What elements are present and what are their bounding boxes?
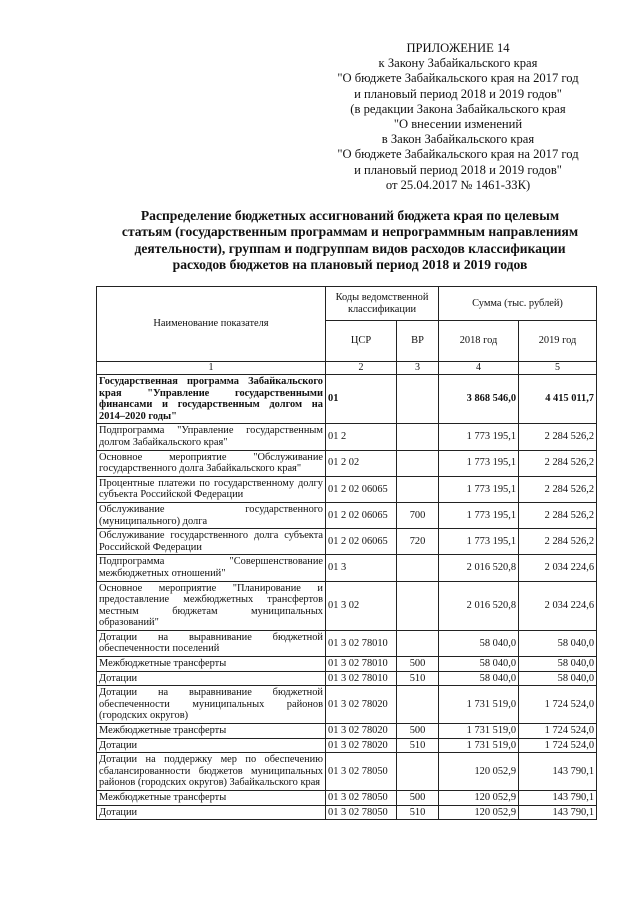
row-amount-2018: 1 773 195,1 <box>439 424 519 450</box>
table-row <box>97 671 597 686</box>
row-amount-2018: 1 773 195,1 <box>439 529 519 555</box>
row-amount-2019: 58 040,0 <box>519 657 597 672</box>
budget-table <box>96 286 597 820</box>
table-row <box>97 529 597 555</box>
row-amount-2018: 58 040,0 <box>439 657 519 672</box>
row-amount-2019: 143 790,1 <box>519 805 597 820</box>
row-name: Дотации <box>97 738 326 753</box>
table-row <box>97 753 597 791</box>
row-amount-2018: 1 731 519,0 <box>439 724 519 739</box>
row-amount-2019: 2 034 224,6 <box>519 555 597 581</box>
table-row <box>97 805 597 820</box>
row-vr <box>397 450 439 476</box>
row-amount-2018: 2 016 520,8 <box>439 581 519 630</box>
appendix-line: "О бюджете Забайкальского края на 2017 год <box>337 71 579 86</box>
column-number: 1 <box>97 362 326 375</box>
row-amount-2019: 143 790,1 <box>519 791 597 806</box>
column-number-row <box>97 362 597 375</box>
row-vr <box>397 581 439 630</box>
appendix-header <box>310 41 606 193</box>
table-row <box>97 630 597 656</box>
appendix-line: к Закону Забайкальского края <box>378 56 538 71</box>
row-csr: 01 2 02 06065 <box>326 502 397 528</box>
appendix-line: "О внесении изменений <box>393 117 523 132</box>
row-vr <box>397 476 439 502</box>
column-number: 3 <box>397 362 439 375</box>
row-amount-2018: 120 052,9 <box>439 805 519 820</box>
table-row <box>97 555 597 581</box>
row-name: Обслуживание государственного (муниципального) долга <box>97 502 326 528</box>
table-row <box>97 502 597 528</box>
row-amount-2019: 4 415 011,7 <box>519 375 597 424</box>
row-csr: 01 2 <box>326 424 397 450</box>
row-vr: 510 <box>397 738 439 753</box>
row-amount-2018: 1 773 195,1 <box>439 502 519 528</box>
row-csr: 01 3 02 78050 <box>326 805 397 820</box>
row-csr: 01 <box>326 375 397 424</box>
row-amount-2019: 58 040,0 <box>519 671 597 686</box>
row-amount-2018: 58 040,0 <box>439 630 519 656</box>
table-row <box>97 581 597 630</box>
row-name: Подпрограмма "Совершенствование межбюджетных отношений" <box>97 555 326 581</box>
row-amount-2018: 3 868 546,0 <box>439 375 519 424</box>
row-vr <box>397 686 439 724</box>
row-amount-2018: 120 052,9 <box>439 791 519 806</box>
row-name: Основное мероприятие "Обслуживание государственного долга Забайкальского края" <box>97 450 326 476</box>
row-amount-2019: 1 724 524,0 <box>519 724 597 739</box>
row-amount-2019: 2 284 526,2 <box>519 502 597 528</box>
title-line: деятельности), группам и подгруппам видов расходов классификации <box>134 240 566 256</box>
row-amount-2019: 2 284 526,2 <box>519 450 597 476</box>
row-vr: 510 <box>397 671 439 686</box>
row-csr: 01 3 02 78010 <box>326 630 397 656</box>
row-amount-2019: 1 724 524,0 <box>519 738 597 753</box>
document-title <box>96 208 604 274</box>
table-row <box>97 686 597 724</box>
row-amount-2018: 120 052,9 <box>439 753 519 791</box>
row-csr: 01 2 02 06065 <box>326 476 397 502</box>
row-name: Межбюджетные трансферты <box>97 791 326 806</box>
column-number: 5 <box>519 362 597 375</box>
title-line: расходов бюджетов на плановый период 2018 и 2019 годов <box>172 257 528 273</box>
row-name: Межбюджетные трансферты <box>97 657 326 672</box>
header-vr: ВР <box>397 321 439 362</box>
appendix-line: "О бюджете Забайкальского края на 2017 год <box>337 147 579 162</box>
row-vr: 700 <box>397 502 439 528</box>
row-csr: 01 3 02 78020 <box>326 738 397 753</box>
row-csr: 01 3 02 78050 <box>326 753 397 791</box>
table-row <box>97 375 597 424</box>
appendix-line: ПРИЛОЖЕНИЕ 14 <box>406 41 510 55</box>
row-amount-2019: 2 034 224,6 <box>519 581 597 630</box>
row-amount-2018: 1 731 519,0 <box>439 686 519 724</box>
column-number: 2 <box>326 362 397 375</box>
row-vr: 500 <box>397 657 439 672</box>
row-name: Дотации <box>97 671 326 686</box>
row-vr: 720 <box>397 529 439 555</box>
title-line: статьям (государственным программам и непрограммным направлениям <box>121 224 579 240</box>
row-csr: 01 2 02 06065 <box>326 529 397 555</box>
row-amount-2018: 1 773 195,1 <box>439 450 519 476</box>
header-2018: 2018 год <box>439 321 519 362</box>
row-amount-2019: 2 284 526,2 <box>519 476 597 502</box>
row-amount-2019: 143 790,1 <box>519 753 597 791</box>
row-amount-2018: 58 040,0 <box>439 671 519 686</box>
row-vr: 510 <box>397 805 439 820</box>
table-row <box>97 791 597 806</box>
row-name: Подпрограмма "Управление государственным долгом Забайкальского края" <box>97 424 326 450</box>
row-name: Дотации на выравнивание бюджетной обеспеченности муниципальных районов (городских округов) <box>97 686 326 724</box>
row-amount-2018: 1 773 195,1 <box>439 476 519 502</box>
row-name: Дотации на поддержку мер по обеспечению сбалансированности бюджетов муниципальных районов (городских округов) Забайкальского края <box>97 753 326 791</box>
table-row <box>97 424 597 450</box>
row-name: Дотации <box>97 805 326 820</box>
table-row <box>97 738 597 753</box>
row-vr <box>397 753 439 791</box>
table-body <box>97 375 597 820</box>
column-number: 4 <box>439 362 519 375</box>
appendix-line: и плановый период 2018 и 2019 годов" <box>354 162 562 177</box>
row-csr: 01 2 02 <box>326 450 397 476</box>
row-csr: 01 3 02 <box>326 581 397 630</box>
row-amount-2019: 1 724 524,0 <box>519 686 597 724</box>
header-sum: Сумма (тыс. рублей) <box>439 287 597 321</box>
appendix-line: в Закон Забайкальского края <box>381 132 535 147</box>
row-csr: 01 3 02 78050 <box>326 791 397 806</box>
row-vr <box>397 375 439 424</box>
row-amount-2019: 2 284 526,2 <box>519 529 597 555</box>
row-name: Основное мероприятие "Планирование и предоставление межбюджетных трансфертов местным бюджетам муниципальных образований" <box>97 581 326 630</box>
title-line: Распределение бюджетных ассигнований бюджета края по целевым <box>140 208 560 223</box>
appendix-line: от 25.04.2017 № 1461-ЗЗК) <box>385 177 531 192</box>
row-amount-2019: 2 284 526,2 <box>519 424 597 450</box>
row-vr <box>397 555 439 581</box>
row-vr: 500 <box>397 724 439 739</box>
row-vr <box>397 630 439 656</box>
row-amount-2018: 2 016 520,8 <box>439 555 519 581</box>
row-vr <box>397 424 439 450</box>
row-csr: 01 3 02 78020 <box>326 724 397 739</box>
appendix-line: и плановый период 2018 и 2019 годов" <box>354 86 562 101</box>
row-name: Процентные платежи по государственному долгу субъекта Российской Федерации <box>97 476 326 502</box>
table-row <box>97 476 597 502</box>
table-row <box>97 657 597 672</box>
row-csr: 01 3 02 78010 <box>326 657 397 672</box>
appendix-line: (в редакции Закона Забайкальского края <box>350 101 566 116</box>
row-csr: 01 3 02 78020 <box>326 686 397 724</box>
row-csr: 01 3 <box>326 555 397 581</box>
row-amount-2018: 1 731 519,0 <box>439 738 519 753</box>
row-csr: 01 3 02 78010 <box>326 671 397 686</box>
row-name: Государственная программа Забайкальского края "Управление государственными финансами и государственным долгом на 2014–2020 годы" <box>97 375 326 424</box>
row-vr: 500 <box>397 791 439 806</box>
header-csr: ЦСР <box>326 321 397 362</box>
row-amount-2019: 58 040,0 <box>519 630 597 656</box>
row-name: Обслуживание государственного долга субъекта Российской Федерации <box>97 529 326 555</box>
header-2019: 2019 год <box>519 321 597 362</box>
table-row <box>97 450 597 476</box>
header-codes: Коды ведомственной классификации <box>326 287 439 321</box>
row-name: Межбюджетные трансферты <box>97 724 326 739</box>
row-name: Дотации на выравнивание бюджетной обеспеченности поселений <box>97 630 326 656</box>
table-row <box>97 724 597 739</box>
header-name: Наименование показателя <box>97 287 326 362</box>
